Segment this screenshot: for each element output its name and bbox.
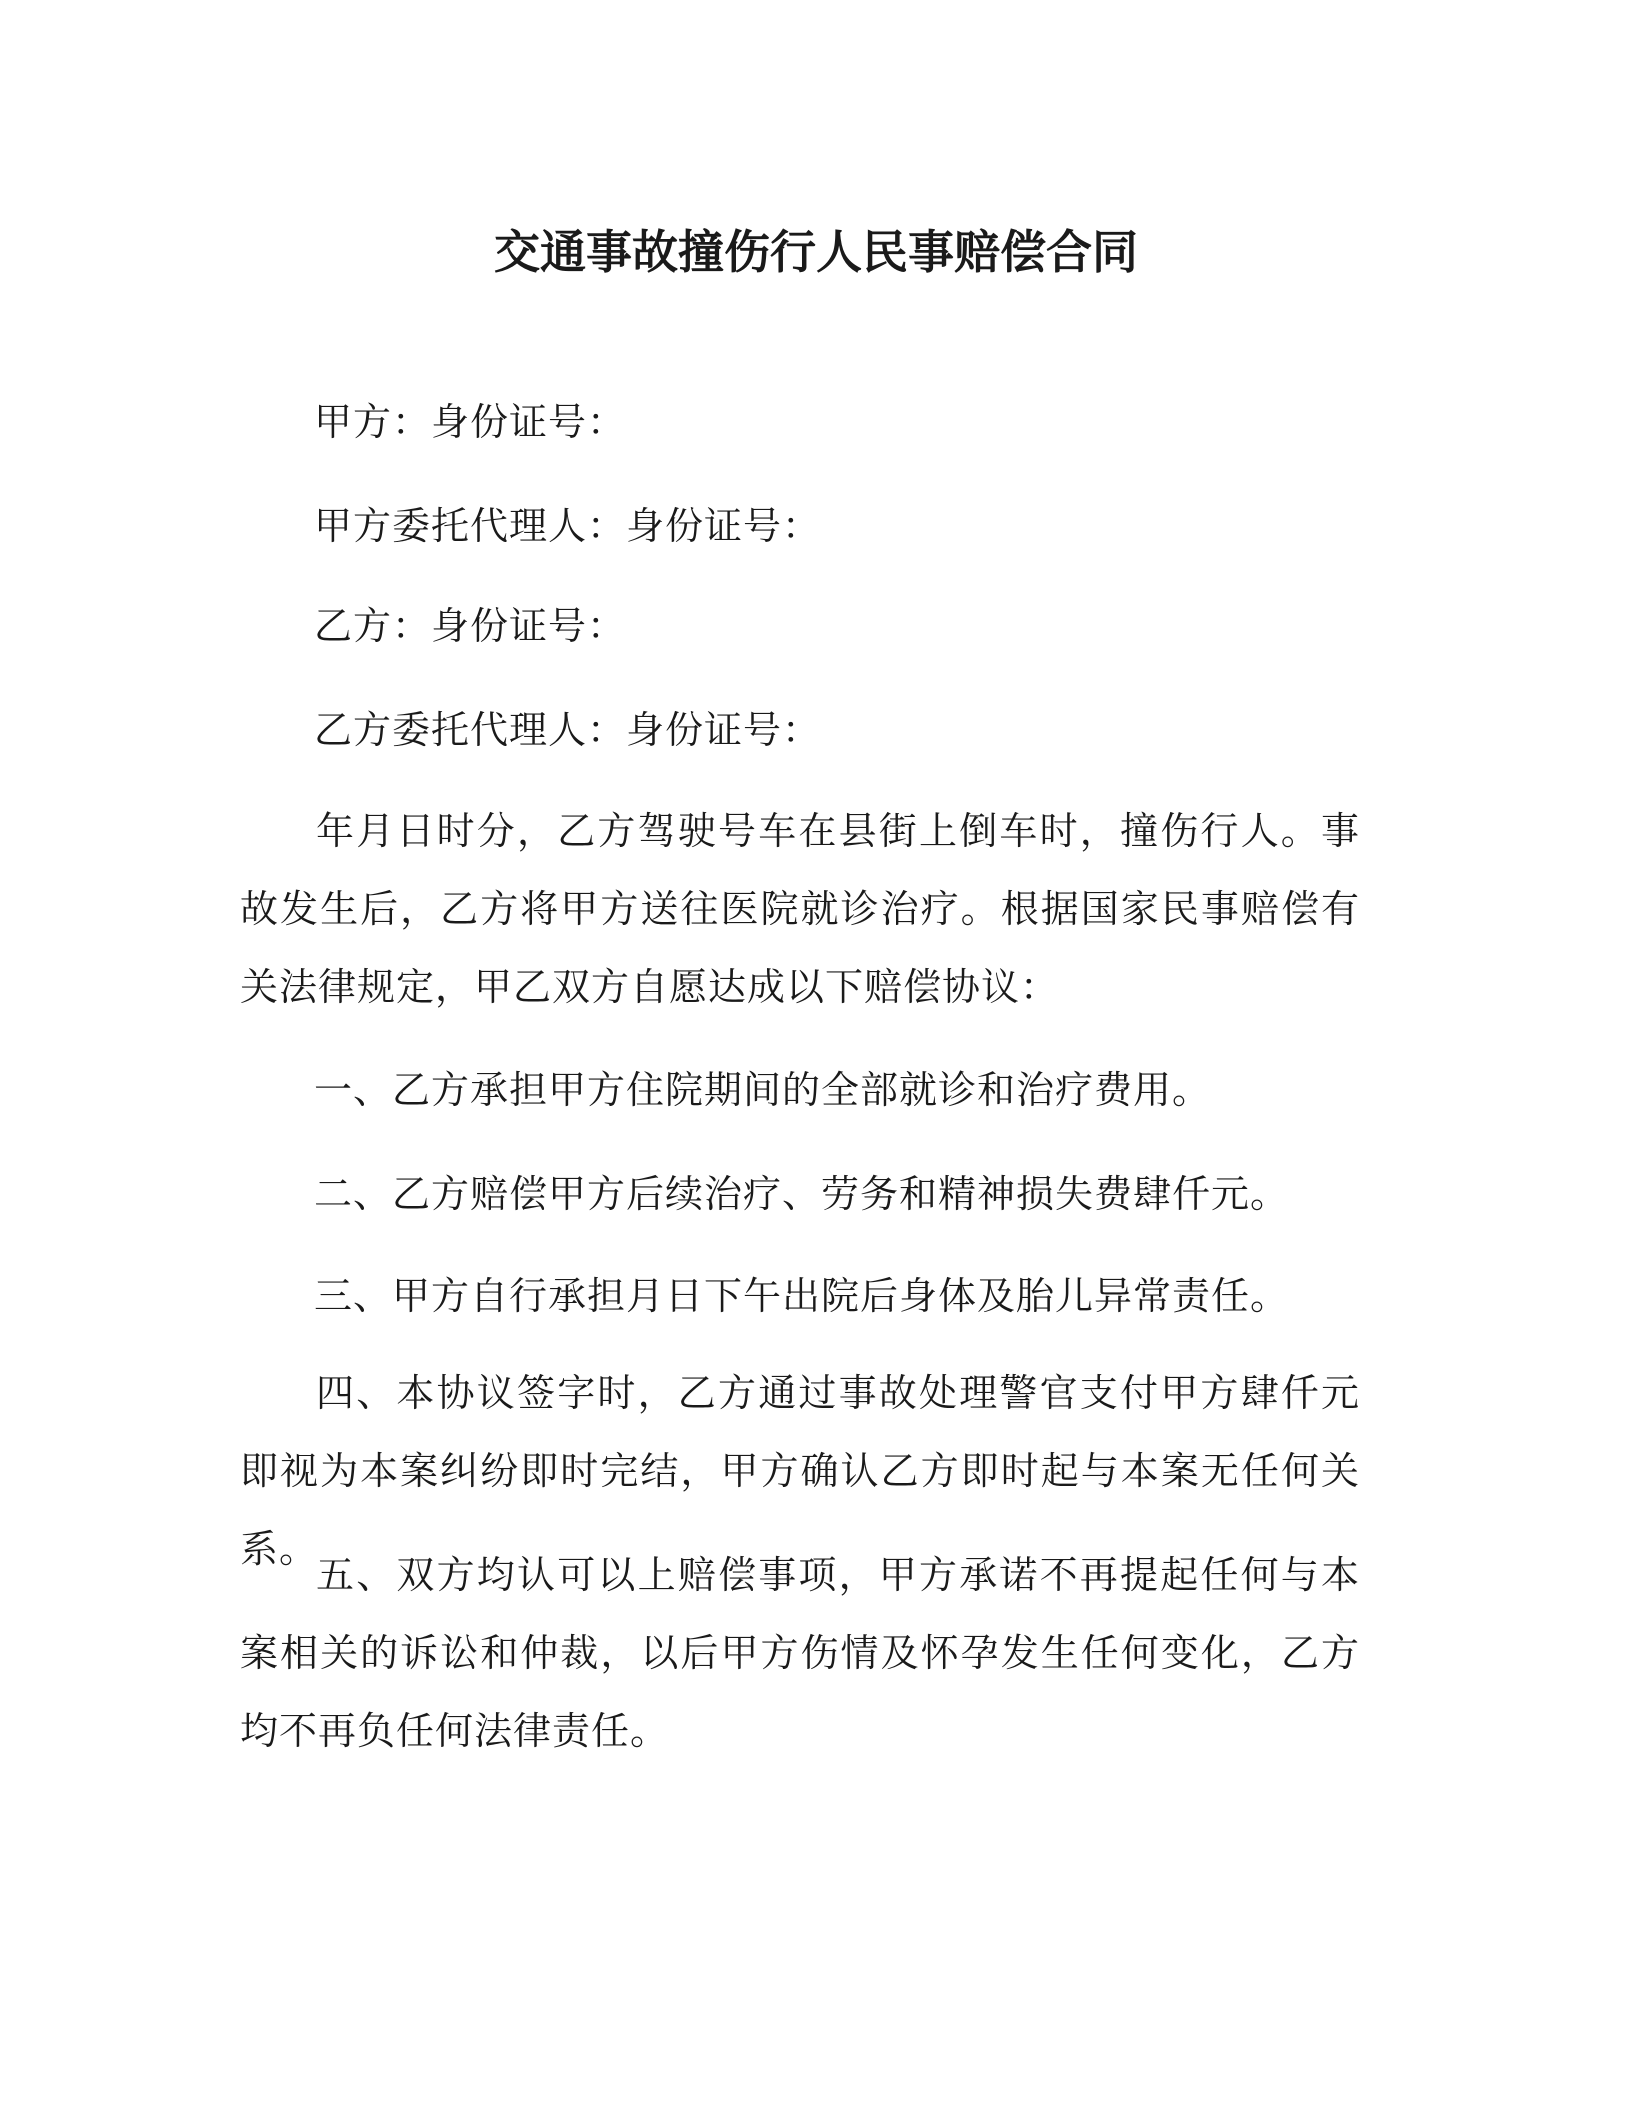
intro-paragraph: 年月日时分，乙方驾驶号车在县街上倒车时，撞伤行人。事故发生后，乙方将甲方送往医院就诊治疗。根据国家民事赔偿有关法律规定，甲乙双方自愿达成以下赔偿协议： [240,809,1360,1009]
clause-2: 二、乙方赔偿甲方后续治疗、劳务和精神损失费肆仟元。 [314,1172,1290,1216]
document-title: 交通事故撞伤行人民事赔偿合同 [494,225,1138,279]
party-b-agent-line: 乙方委托代理人：身份证号： [314,708,822,752]
party-a-line: 甲方：身份证号： [314,400,627,444]
party-a-agent-line: 甲方委托代理人：身份证号： [314,504,822,548]
clause-5: 五、双方均认可以上赔偿事项，甲方承诺不再提起任何与本案相关的诉讼和仲裁，以后甲方伤情及怀孕发生任何变化，乙方均不再负任何法律责任。 [240,1553,1360,1753]
party-b-line: 乙方：身份证号： [314,604,627,648]
clause-3: 三、甲方自行承担月日下午出院后身体及胎儿异常责任。 [314,1274,1290,1318]
clause-4: 四、本协议签字时，乙方通过事故处理警官支付甲方肆仟元即视为本案纠纷即时完结，甲方确认乙方即时起与本案无任何关系。 [240,1371,1360,1571]
clause-1: 一、乙方承担甲方住院期间的全部就诊和治疗费用。 [314,1068,1212,1112]
